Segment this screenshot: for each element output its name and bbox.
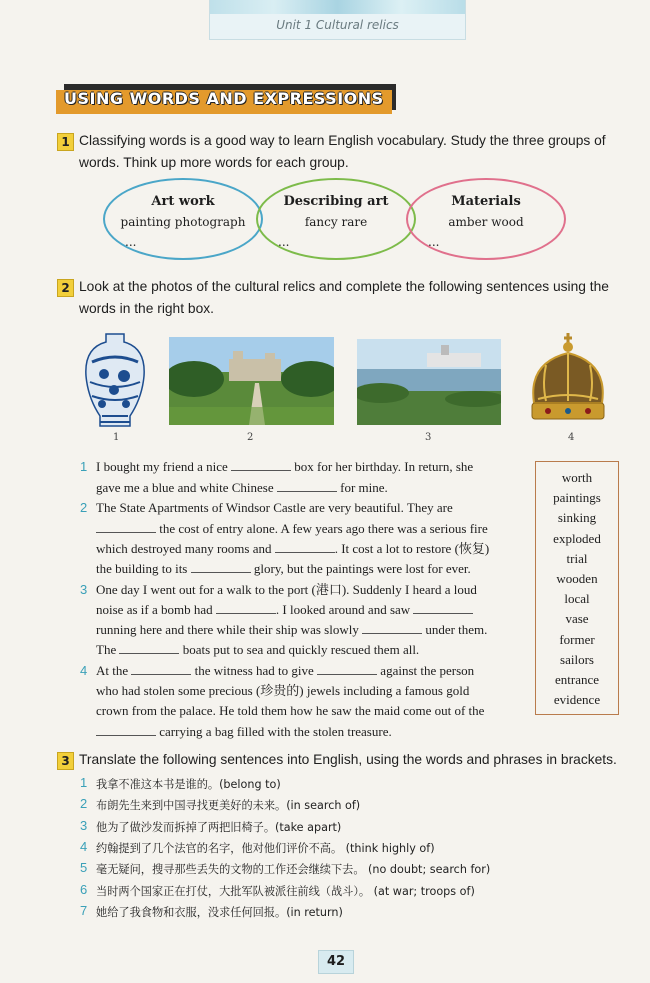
answer-blank[interactable] [96, 520, 156, 533]
photo-caption: 2 [247, 432, 254, 443]
sentence-text: The State Apartments of Windsor Castle are very beautiful. They are [96, 500, 453, 515]
group-words: amber wood [448, 215, 524, 229]
sentence-text: for mine. [336, 480, 388, 495]
sentence-text: gave me a blue and white Chinese [96, 480, 277, 495]
translation-number: 5 [80, 860, 88, 876]
word-box-item: worth [561, 470, 593, 485]
translation-sentence: 我拿不准这本书是谁的。(belong to) [96, 778, 281, 791]
sentence-line [96, 640, 419, 660]
sentence-number: 1 [80, 459, 88, 474]
group-words: painting photograph [120, 215, 246, 229]
photo-chinese-vase [82, 332, 148, 430]
sentence-text: which destroyed many rooms and [96, 541, 275, 556]
sentence-text: At the [96, 663, 132, 678]
sentence-text: noise as if a bomb had [96, 602, 216, 617]
sentence-number: 3 [80, 582, 88, 597]
word-box-item: entrance [554, 672, 600, 687]
answer-blank[interactable] [96, 723, 156, 736]
group-title: Art work [151, 194, 215, 209]
sentence-text: against the person [377, 663, 475, 678]
unit-title: Unit 1 Cultural relics [276, 18, 399, 32]
sentence-text: the building to its [96, 561, 191, 576]
sentence-text: the witness had to give [191, 663, 318, 678]
sentence-line [96, 539, 489, 559]
answer-blank[interactable] [317, 662, 377, 675]
translation-sentence: 当时两个国家正在打仗，大批军队被派往前线（战斗）。 (at war; troops of) [96, 884, 475, 898]
sentence-text: I bought my friend a nice [96, 459, 232, 474]
answer-blank[interactable] [191, 560, 251, 573]
group-more: ... [278, 235, 290, 249]
sentence-line [96, 478, 388, 498]
translation-sentence: 她给了我食物和衣服，没求任何回报。(in return) [96, 905, 343, 919]
translation-number: 6 [80, 881, 88, 897]
sentence-text: running here and there while their ship was slowly [96, 622, 363, 637]
sentence-text: . I looked around and saw [275, 602, 414, 617]
sentence-text: The [96, 642, 120, 657]
sentence-text: under them. [422, 622, 488, 637]
exercise-1-number: 1 [57, 133, 74, 151]
exercise-3-instruction: Translate the following sentences into English, using the words and phrases in brackets. [79, 752, 617, 767]
word-box-item: exploded [553, 530, 601, 546]
sentence-line [96, 498, 453, 518]
exercise-1-instruction-line2: words. Think up more words for each group. [79, 155, 349, 170]
group-more: ... [428, 235, 440, 249]
answer-blank[interactable] [413, 601, 473, 614]
sentence-text: One day I went out for a walk to the port (港口). Suddenly I heard a loud [96, 582, 477, 597]
photo-caption: 1 [113, 432, 120, 443]
translation-number: 1 [80, 775, 88, 790]
answer-blank[interactable] [119, 641, 179, 654]
word-box [535, 461, 619, 715]
answer-blank[interactable] [275, 540, 335, 553]
sentence-line [96, 559, 471, 579]
word-box-item: trial [566, 550, 588, 566]
group-title: Describing art [283, 194, 389, 209]
answer-blank[interactable] [216, 601, 276, 614]
page-header [209, 0, 466, 40]
sentence-text: boats put to sea and quickly rescued them all. [179, 642, 420, 657]
group-materials [406, 178, 566, 260]
section-title: USING WORDS AND EXPRESSIONS [64, 89, 384, 108]
sentence-line [96, 701, 484, 721]
exercise-2-instruction-line2: words in the right box. [79, 301, 214, 316]
word-box-item: sinking [557, 510, 597, 526]
page-number: 42 [318, 950, 354, 974]
word-box-item: paintings [553, 490, 601, 506]
photo-harbour-ship [357, 339, 501, 425]
sentence-number: 4 [80, 663, 88, 678]
sentence-text: who had stolen some precious (珍贵的) jewels including a famous gold [96, 683, 470, 698]
group-words: fancy rare [304, 215, 368, 229]
word-box-item: evidence [553, 692, 601, 708]
answer-blank[interactable] [277, 479, 337, 492]
exercise-3-number: 3 [57, 752, 74, 770]
sentence-line [96, 661, 474, 681]
word-box-item: vase [565, 611, 589, 627]
sentence-line [96, 722, 392, 742]
exercise-2-instruction-line1: Look at the photos of the cultural relics and complete the following sentences using the [79, 279, 609, 294]
word-box-item: wooden [556, 571, 598, 586]
photo-caption: 4 [568, 432, 575, 443]
group-describing-art [256, 178, 416, 260]
sentence-line [96, 620, 487, 640]
photo-caption: 3 [425, 432, 432, 443]
group-art-work [103, 178, 263, 260]
answer-blank[interactable] [362, 621, 422, 634]
word-box-item: local [564, 591, 590, 607]
section-banner [56, 84, 396, 112]
photo-windsor-castle [169, 337, 334, 425]
sentence-line [96, 681, 469, 701]
sentence-text: carrying a bag filled with the stolen treasure. [156, 724, 392, 739]
answer-blank[interactable] [231, 458, 291, 471]
translation-number: 3 [80, 817, 88, 833]
sentence-line [96, 457, 473, 477]
exercise-2-number: 2 [57, 279, 74, 297]
sentence-line [96, 580, 477, 600]
sentence-line [96, 519, 488, 539]
word-box-item: sailors [560, 651, 594, 667]
translation-sentence: 布朗先生来到中国寻找更美好的未来。(in search of) [96, 799, 361, 813]
translation-number: 4 [80, 838, 88, 854]
header-decoration [210, 0, 465, 14]
group-title: Materials [451, 194, 521, 209]
translation-sentence: 毫无疑问，搜寻那些丢失的文物的工作还会继续下去。 (no doubt; search for) [96, 863, 491, 877]
sentence-text: glory, but the paintings were lost for ever. [250, 561, 471, 576]
translation-sentence: 他为了做沙发而拆掉了两把旧椅子。(take apart) [96, 820, 342, 834]
sentence-line [96, 600, 473, 620]
translation-sentence: 约翰提到了几个法官的名字，他对他们评价不高。 (think highly of) [96, 841, 435, 855]
sentence-text: box for her birthday. In return, she [291, 459, 474, 474]
sentence-text: the cost of entry alone. A few years ago there was a serious fire [156, 521, 488, 536]
photo-gold-crown [528, 333, 612, 431]
exercise-1-instruction-line1: Classifying words is a good way to learn English vocabulary. Study the three groups of [79, 133, 606, 148]
answer-blank[interactable] [131, 662, 191, 675]
translation-number: 7 [80, 902, 88, 918]
translation-number: 2 [80, 796, 88, 812]
word-box-item: former [559, 631, 595, 647]
sentence-number: 2 [80, 500, 88, 515]
group-more: ... [125, 235, 137, 249]
sentence-text: crown from the palace. He told them how he saw the maid come out of the [96, 703, 485, 718]
sentence-text: . It cost a lot to restore (恢复) [334, 541, 490, 556]
